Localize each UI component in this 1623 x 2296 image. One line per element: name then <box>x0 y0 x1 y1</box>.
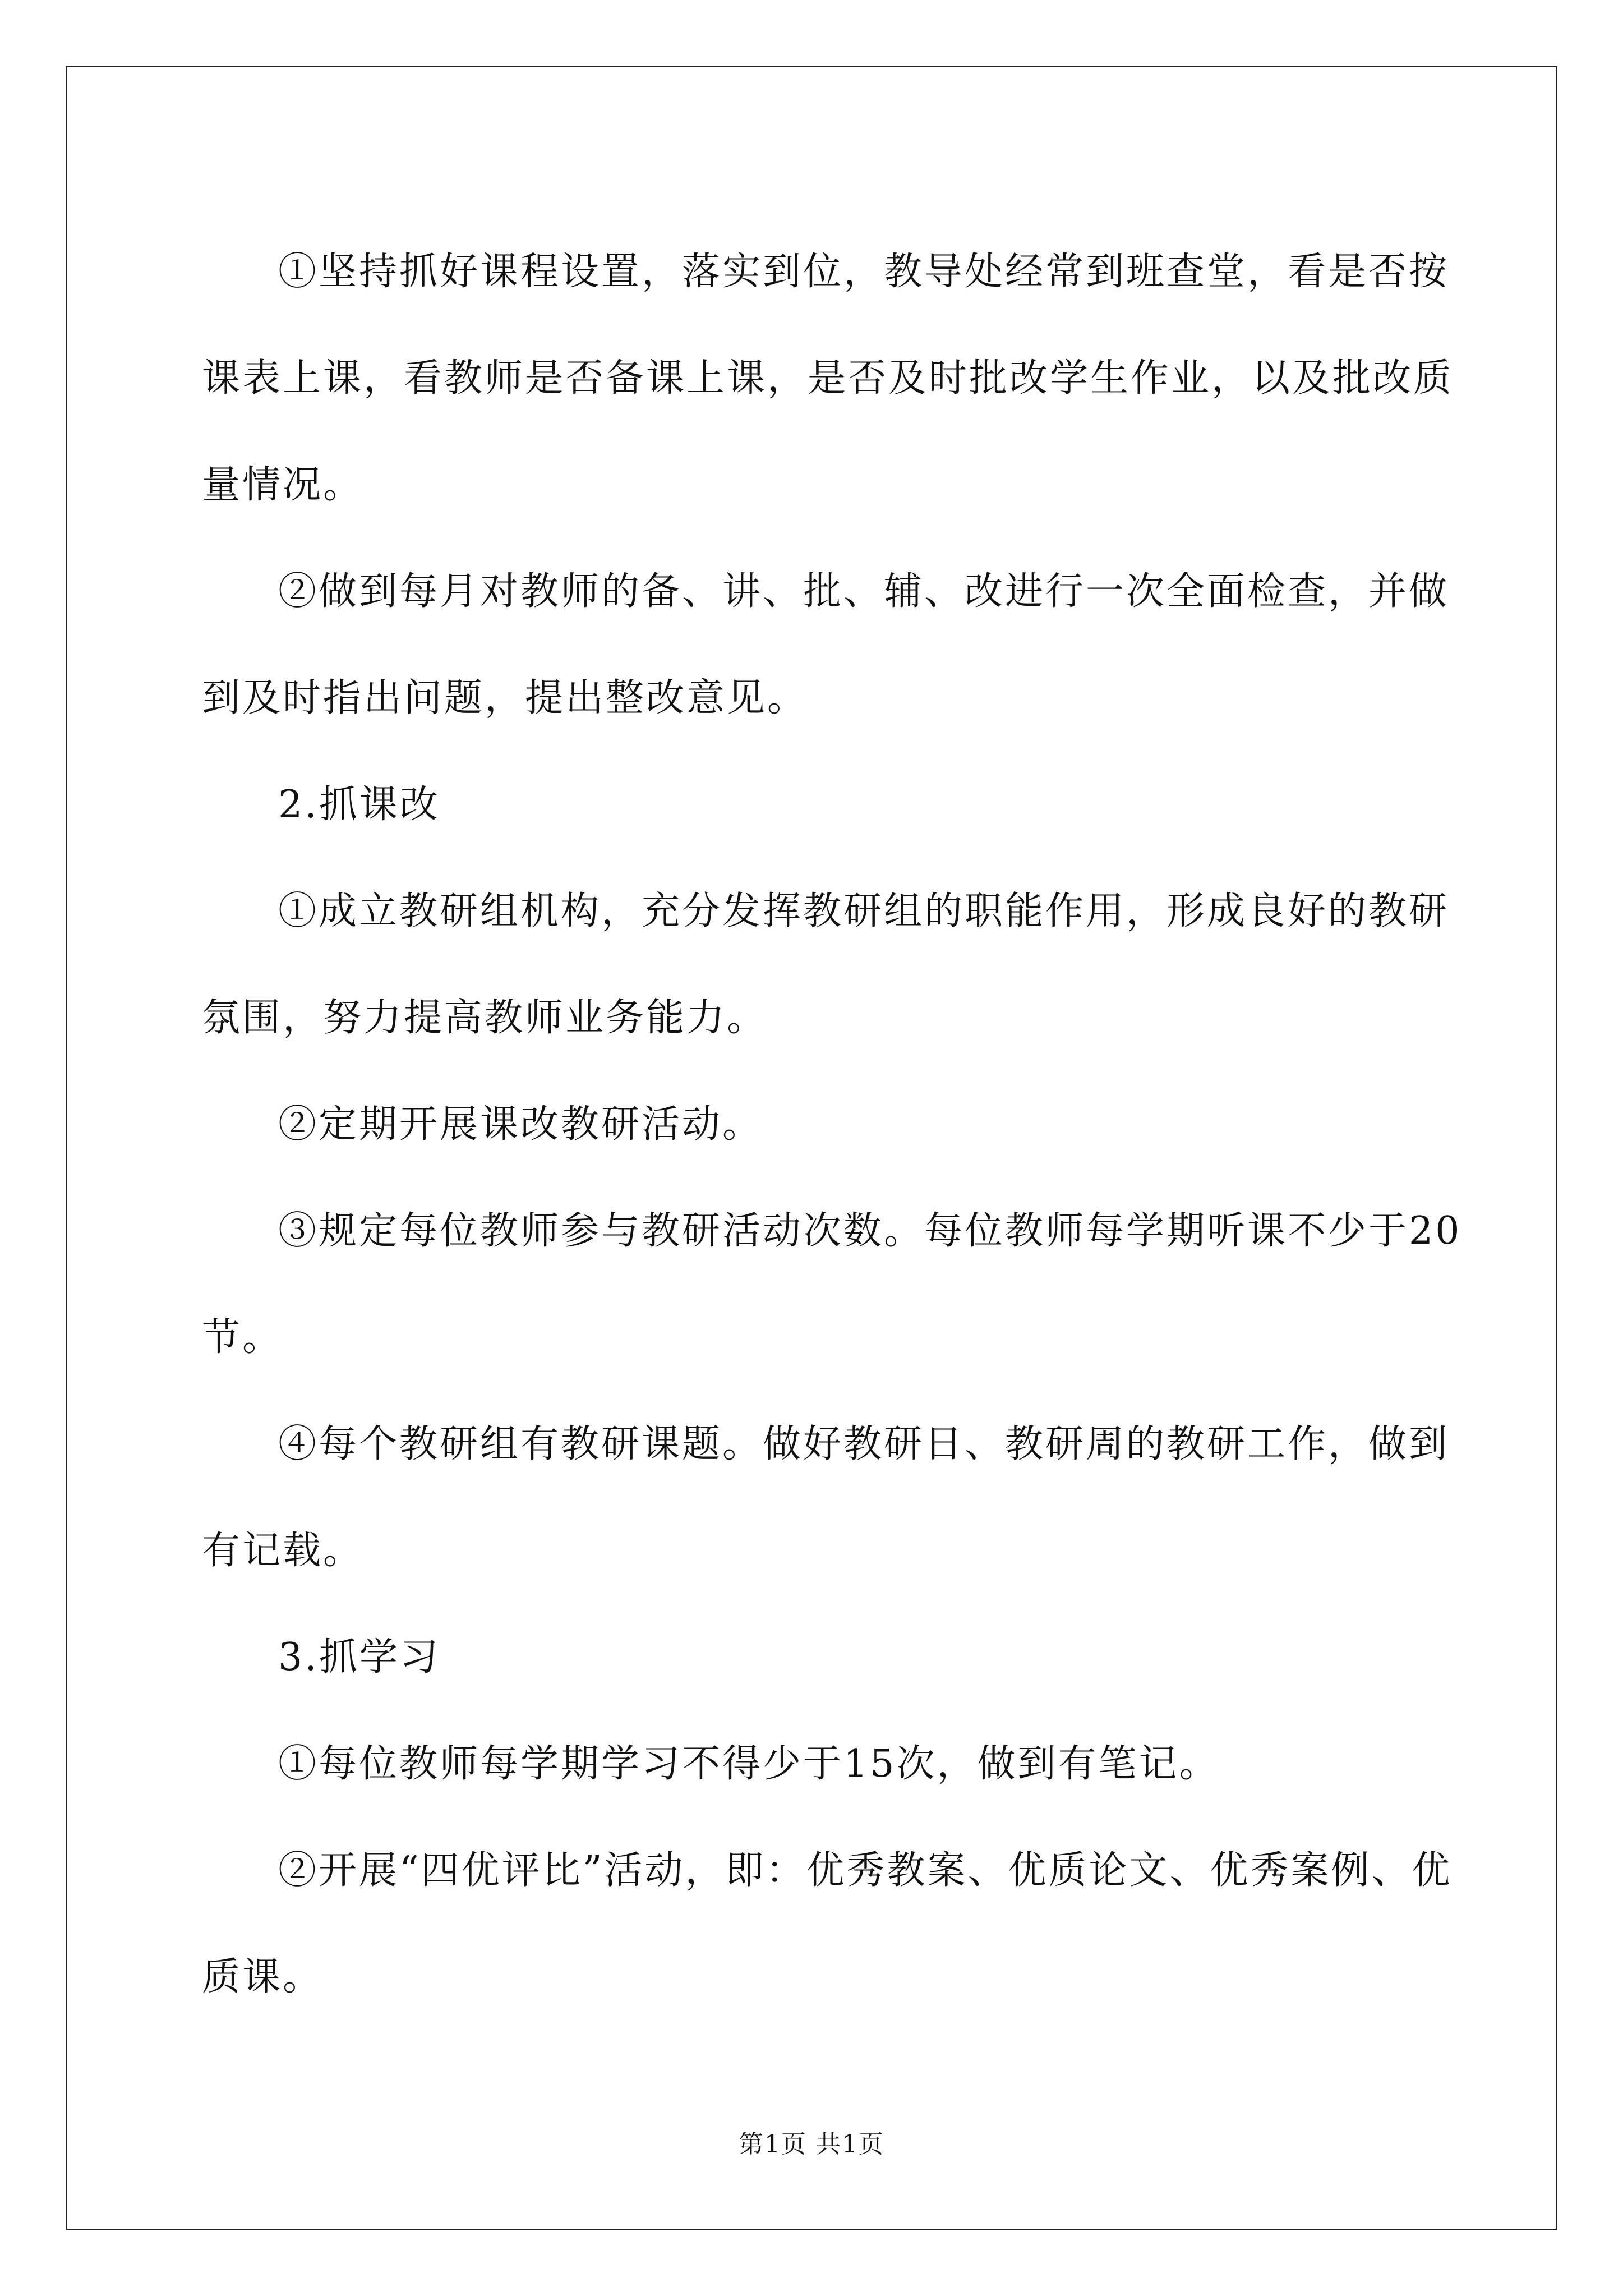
paragraph-1: ①坚持抓好课程设置，落实到位，教导处经常到班查堂，看是否按课表上课，看教师是否备课上课，是否及时批改学生作业，以及批改质量情况。 <box>202 250 1454 507</box>
paragraph-3: ①成立教研组机构，充分发挥教研组的职能作用，形成良好的教研氛围，努力提高教师业务能力。 <box>202 889 1450 1040</box>
paragraph-2: ②做到每月对教师的备、讲、批、辅、改进行一次全面检查，并做到及时指出问题，提出整改意见。 <box>202 569 1450 720</box>
section-heading-3: 3.抓学习 <box>278 1635 440 1680</box>
section-heading-2: 2.抓课改 <box>278 783 440 827</box>
document-body <box>202 219 1464 2031</box>
paragraph-6: ④每个教研组有教研课题。做好教研日、教研周的教研工作，做到有记载。 <box>202 1422 1450 1573</box>
paragraph-8: ②开展“四优评比”活动，即：优秀教案、优质论文、优秀案例、优质课。 <box>202 1848 1453 1999</box>
paragraph-7: ①每位教师每学期学习不得少于15次，做到有笔记。 <box>278 1742 1220 1786</box>
paragraph-5: ③规定每位教师参与教研活动次数。每位教师每学期听课不少于20节。 <box>202 1209 1462 1360</box>
paragraph-4: ②定期开展课改教研活动。 <box>278 1102 763 1147</box>
page-footer: 第1页 共1页 <box>739 2130 884 2159</box>
